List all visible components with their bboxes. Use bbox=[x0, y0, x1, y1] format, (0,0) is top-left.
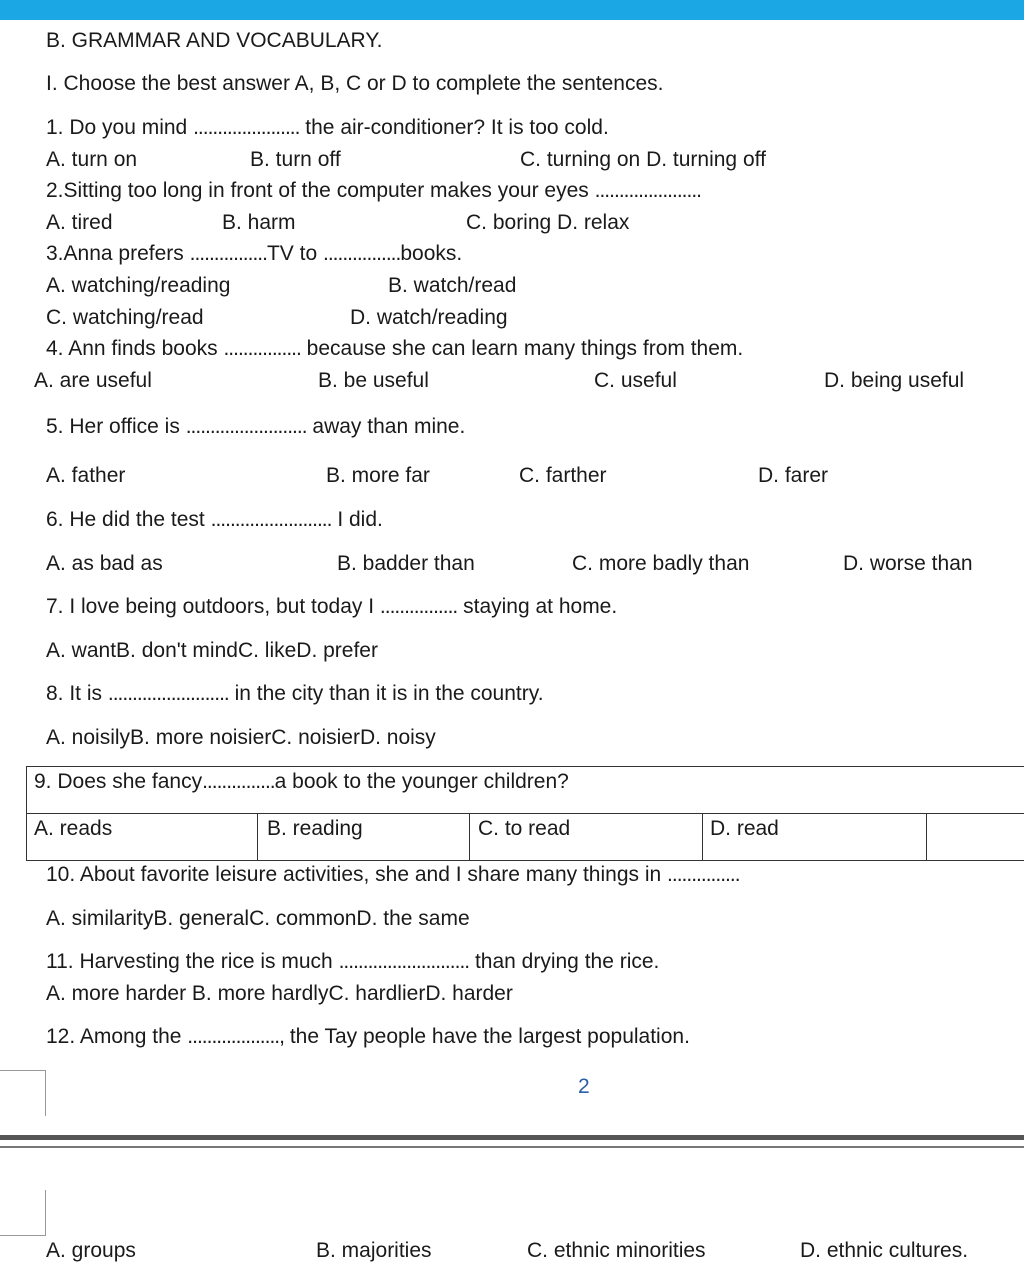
q10-options: A. similarityB. generalC. commonD. the same bbox=[46, 907, 470, 930]
q11-options: A. more harder B. more hardlyC. hardlierD. harder bbox=[46, 982, 513, 1005]
question-6: 6. He did the test ......................... I did. bbox=[46, 508, 383, 531]
question-3: 3.Anna prefers ................TV to ................books. bbox=[46, 242, 463, 265]
section-title: B. GRAMMAR AND VOCABULARY. bbox=[46, 29, 383, 52]
q9-option-d: D. read bbox=[710, 817, 779, 840]
q9-option-a: A. reads bbox=[34, 817, 113, 840]
q9-option-b: B. reading bbox=[267, 817, 363, 840]
q2-option-a: A. tired bbox=[46, 211, 113, 234]
q2-option-b: B. harm bbox=[222, 211, 296, 234]
q1-option-cd: C. turning on D. turning off bbox=[520, 148, 766, 171]
q9-cell-border bbox=[469, 813, 470, 861]
q5-option-a: A. father bbox=[46, 464, 126, 487]
q8-options: A. noisilyB. more noisierC. noisierD. noisy bbox=[46, 726, 436, 749]
q5-option-c: C. farther bbox=[519, 464, 607, 487]
q12-option-b: B. majorities bbox=[316, 1239, 432, 1262]
question-4: 4. Ann finds books ................ because she can learn many things from them. bbox=[46, 337, 744, 360]
q6-option-b: B. badder than bbox=[337, 552, 475, 575]
q4-option-c: C. useful bbox=[594, 369, 677, 392]
q2-option-cd: C. boring D. relax bbox=[466, 211, 630, 234]
q3-option-d: D. watch/reading bbox=[350, 306, 508, 329]
q6-option-d: D. worse than bbox=[843, 552, 973, 575]
q12-option-d: D. ethnic cultures. bbox=[800, 1239, 969, 1262]
top-bar bbox=[0, 0, 1024, 20]
q3-option-c: C. watching/read bbox=[46, 306, 204, 329]
q6-option-a: A. as bad as bbox=[46, 552, 163, 575]
q1-option-b: B. turn off bbox=[250, 148, 341, 171]
question-12: 12. Among the ..................., the Tay people have the largest population. bbox=[46, 1025, 690, 1048]
question-2: 2.Sitting too long in front of the computer makes your eyes ...................... bbox=[46, 179, 701, 202]
q4-option-d: D. being useful bbox=[824, 369, 965, 392]
q12-option-c: C. ethnic minorities bbox=[527, 1239, 706, 1262]
page-separator bbox=[0, 1135, 1024, 1140]
question-8: 8. It is ......................... in the city than it is in the country. bbox=[46, 682, 544, 705]
q4-option-b: B. be useful bbox=[318, 369, 429, 392]
question-9: 9. Does she fancy...............a book to the younger children? bbox=[34, 770, 569, 793]
q9-cell-border bbox=[257, 813, 258, 861]
q5-option-b: B. more far bbox=[326, 464, 430, 487]
q3-option-b: B. watch/read bbox=[388, 274, 517, 297]
instruction: I. Choose the best answer A, B, C or D to complete the sentences. bbox=[46, 72, 664, 95]
q7-options: A. wantB. don't mindC. likeD. prefer bbox=[46, 639, 378, 662]
q3-option-a: A. watching/reading bbox=[46, 274, 231, 297]
page-separator bbox=[0, 1146, 1024, 1148]
q12-option-a: A. groups bbox=[46, 1239, 136, 1262]
q5-option-d: D. farer bbox=[758, 464, 829, 487]
q9-cell-border bbox=[702, 813, 703, 861]
q1-option-a: A. turn on bbox=[46, 148, 138, 171]
question-11: 11. Harvesting the rice is much ........................... than drying the rice. bbox=[46, 950, 660, 973]
q9-option-c: C. to read bbox=[478, 817, 571, 840]
question-5: 5. Her office is ......................... away than mine. bbox=[46, 415, 466, 438]
page-corner-mark bbox=[0, 1190, 46, 1236]
question-1: 1. Do you mind ...................... the air-conditioner? It is too cold. bbox=[46, 116, 609, 139]
q6-option-c: C. more badly than bbox=[572, 552, 750, 575]
page-corner-mark bbox=[0, 1070, 46, 1116]
q4-option-a: A. are useful bbox=[34, 369, 152, 392]
page-number: 2 bbox=[578, 1075, 590, 1098]
question-10: 10. About favorite leisure activities, she and I share many things in ............... bbox=[46, 863, 740, 886]
q9-table-divider bbox=[26, 813, 1024, 814]
q9-cell-border bbox=[926, 813, 927, 861]
question-7: 7. I love being outdoors, but today I ................ staying at home. bbox=[46, 595, 618, 618]
